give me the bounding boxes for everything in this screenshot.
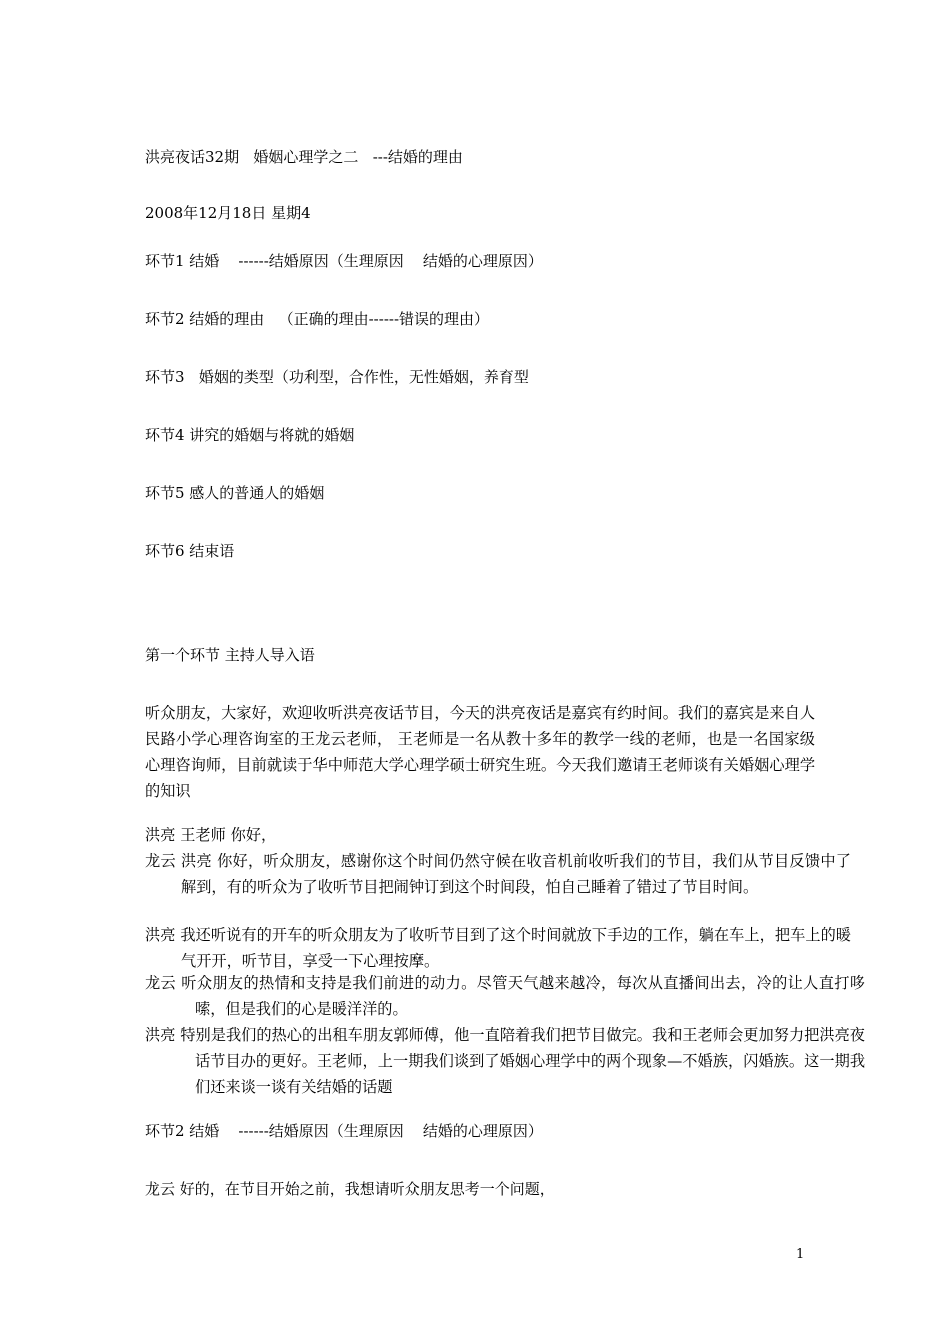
section-heading: 第一个环节 主持人导入语 — [145, 646, 315, 664]
intro-paragraph: 听众朋友，大家好，欢迎收听洪亮夜话节目，今天的洪亮夜话是嘉宾有约时间。我们的嘉宾是来自人民路小学心理咨询室的王龙云老师， 王老师是一名从教十多年的教学一线的老师，也是一名国家级心理咨询师，目前就读于华中师范大学心理学硕士研究生班。今天我们邀请王老师谈有关婚姻心理学的知识 — [145, 704, 815, 800]
document-date: 2008年12月18日 星期4 — [145, 204, 311, 222]
segment2-heading: 环节2 结婚 ------结婚原因（生理原因 结婚的心理原因） — [145, 1122, 543, 1140]
segment-item: 环节3 婚姻的类型（功利型，合作性，无性婚姻，养育型 — [145, 368, 529, 386]
dialogue-line: 龙云 洪亮 你好，听众朋友，感谢你这个时间仍然守候在收音机前收听我们的节目，我们从节目反馈中了解到，有的听众为了收听节目把闹钟订到这个时间段，怕自己睡着了错过了节目时间。 — [145, 852, 851, 896]
segment-item: 环节4 讲究的婚姻与将就的婚姻 — [145, 426, 355, 444]
page-number: 1 — [796, 1247, 805, 1262]
segment-item: 环节6 结束语 — [145, 542, 235, 560]
dialogue-line: 洪亮 我还听说有的开车的听众朋友为了收听节目到了这个时间就放下手边的工作，躺在车上，把车上的暖气开开，听节目，享受一下心理按摩。 — [145, 926, 851, 970]
segment-item: 环节1 结婚 ------结婚原因（生理原因 结婚的心理原因） — [145, 252, 543, 270]
dialogue-line: 龙云 听众朋友的热情和支持是我们前进的动力。尽管天气越来越冷，每次从直播间出去，冷的让人直打哆嗦，但是我们的心是暖洋洋的。 — [145, 974, 865, 1018]
document-title: 洪亮夜话32期 婚姻心理学之二 ---结婚的理由 — [145, 148, 463, 166]
closing-line: 龙云 好的，在节目开始之前，我想请听众朋友思考一个问题， — [145, 1180, 555, 1198]
segment-item: 环节2 结婚的理由 （正确的理由------错误的理由） — [145, 310, 490, 328]
dialogue-line: 洪亮 特别是我们的热心的出租车朋友郭师傅，他一直陪着我们把节目做完。我和王老师会更加努力把洪亮夜话节目办的更好。王老师，上一期我们谈到了婚姻心理学中的两个现象—不婚族，闪婚族。这一期我们还来谈一谈有关结婚的话题 — [145, 1026, 865, 1096]
dialogue-line: 洪亮 王老师 你好， — [145, 826, 277, 844]
segment-item: 环节5 感人的普通人的婚姻 — [145, 484, 325, 502]
